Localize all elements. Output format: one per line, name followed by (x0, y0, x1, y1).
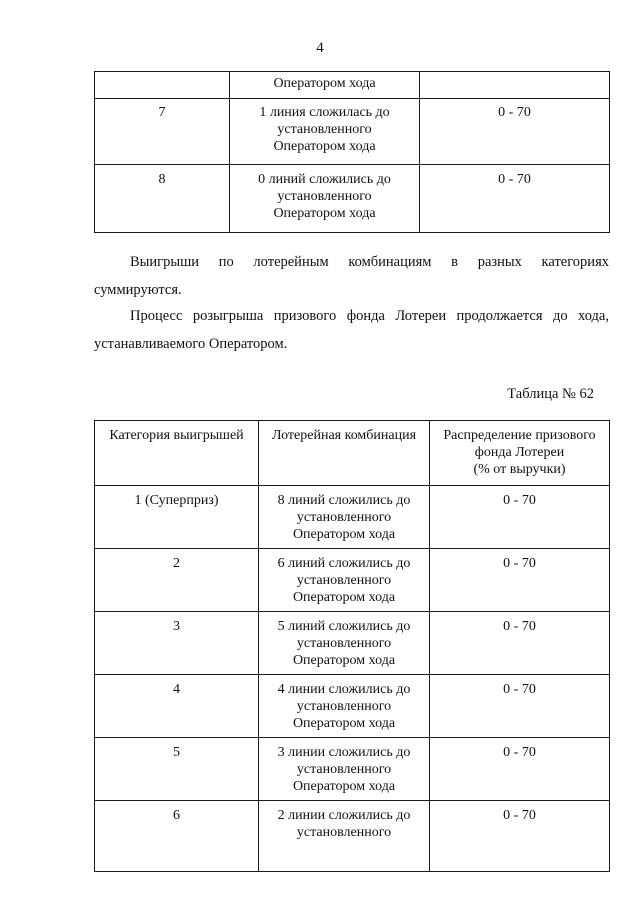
table-row (95, 486, 610, 549)
distribution-cell: 0 - 70 (430, 612, 610, 675)
category-cell: 3 (95, 612, 259, 675)
table-row (95, 675, 610, 738)
table-header-row (95, 421, 610, 486)
category-cell: 2 (95, 549, 259, 612)
table-row (95, 549, 610, 612)
combination-cell: 0 линий сложились до установленного Оператором хода (230, 165, 420, 233)
distribution-cell: 0 - 70 (430, 801, 610, 872)
distribution-cell: 0 - 70 (420, 165, 610, 233)
prize-distribution-table (94, 420, 610, 872)
header-distribution: Распределение призового фонда Лотереи (% от выручки) (430, 421, 610, 486)
prize-table-continuation (94, 71, 610, 233)
combination-cell: 4 линии сложились до установленного Оператором хода (259, 675, 430, 738)
combination-cell: 3 линии сложились до установленного Оператором хода (259, 738, 430, 801)
paragraph-line: суммируются. (94, 282, 182, 298)
category-cell: 1 (Суперприз) (95, 486, 259, 549)
category-cell: 7 (95, 99, 230, 165)
table-row (95, 165, 610, 233)
table-row (95, 612, 610, 675)
distribution-cell: 0 - 70 (430, 675, 610, 738)
table-row (95, 738, 610, 801)
category-cell: 6 (95, 801, 259, 872)
combination-cell: 6 линий сложились до установленного Оператором хода (259, 549, 430, 612)
paragraph-winnings-summed (94, 248, 609, 304)
category-cell: 5 (95, 738, 259, 801)
paragraph-line: Процесс розыгрыша призового фонда Лотереи продолжается до хода, (130, 308, 609, 324)
category-cell (95, 72, 230, 99)
table-caption: Таблица № 62 (507, 386, 594, 402)
distribution-cell: 0 - 70 (430, 738, 610, 801)
combination-cell: 8 линий сложились до установленного Оператором хода (259, 486, 430, 549)
category-cell: 4 (95, 675, 259, 738)
combination-cell: Оператором хода (230, 72, 420, 99)
combination-cell: 5 линий сложились до установленного Оператором хода (259, 612, 430, 675)
paragraph-line: устанавливаемого Оператором. (94, 336, 288, 352)
table-row (95, 801, 610, 872)
paragraph-line: Выигрыши по лотерейным комбинациям в разных категориях (130, 254, 609, 270)
distribution-cell: 0 - 70 (430, 549, 610, 612)
combination-cell: 1 линия сложилась до установленного Оператором хода (230, 99, 420, 165)
header-combination: Лотерейная комбинация (259, 421, 430, 486)
table-row (95, 72, 610, 99)
combination-cell: 2 линии сложились до установленного (259, 801, 430, 872)
page-number: 4 (316, 40, 324, 56)
paragraph-draw-process (94, 302, 609, 358)
distribution-cell: 0 - 70 (420, 99, 610, 165)
category-cell: 8 (95, 165, 230, 233)
header-category: Категория выигрышей (95, 421, 259, 486)
distribution-cell: 0 - 70 (430, 486, 610, 549)
table-row (95, 99, 610, 165)
distribution-cell (420, 72, 610, 99)
